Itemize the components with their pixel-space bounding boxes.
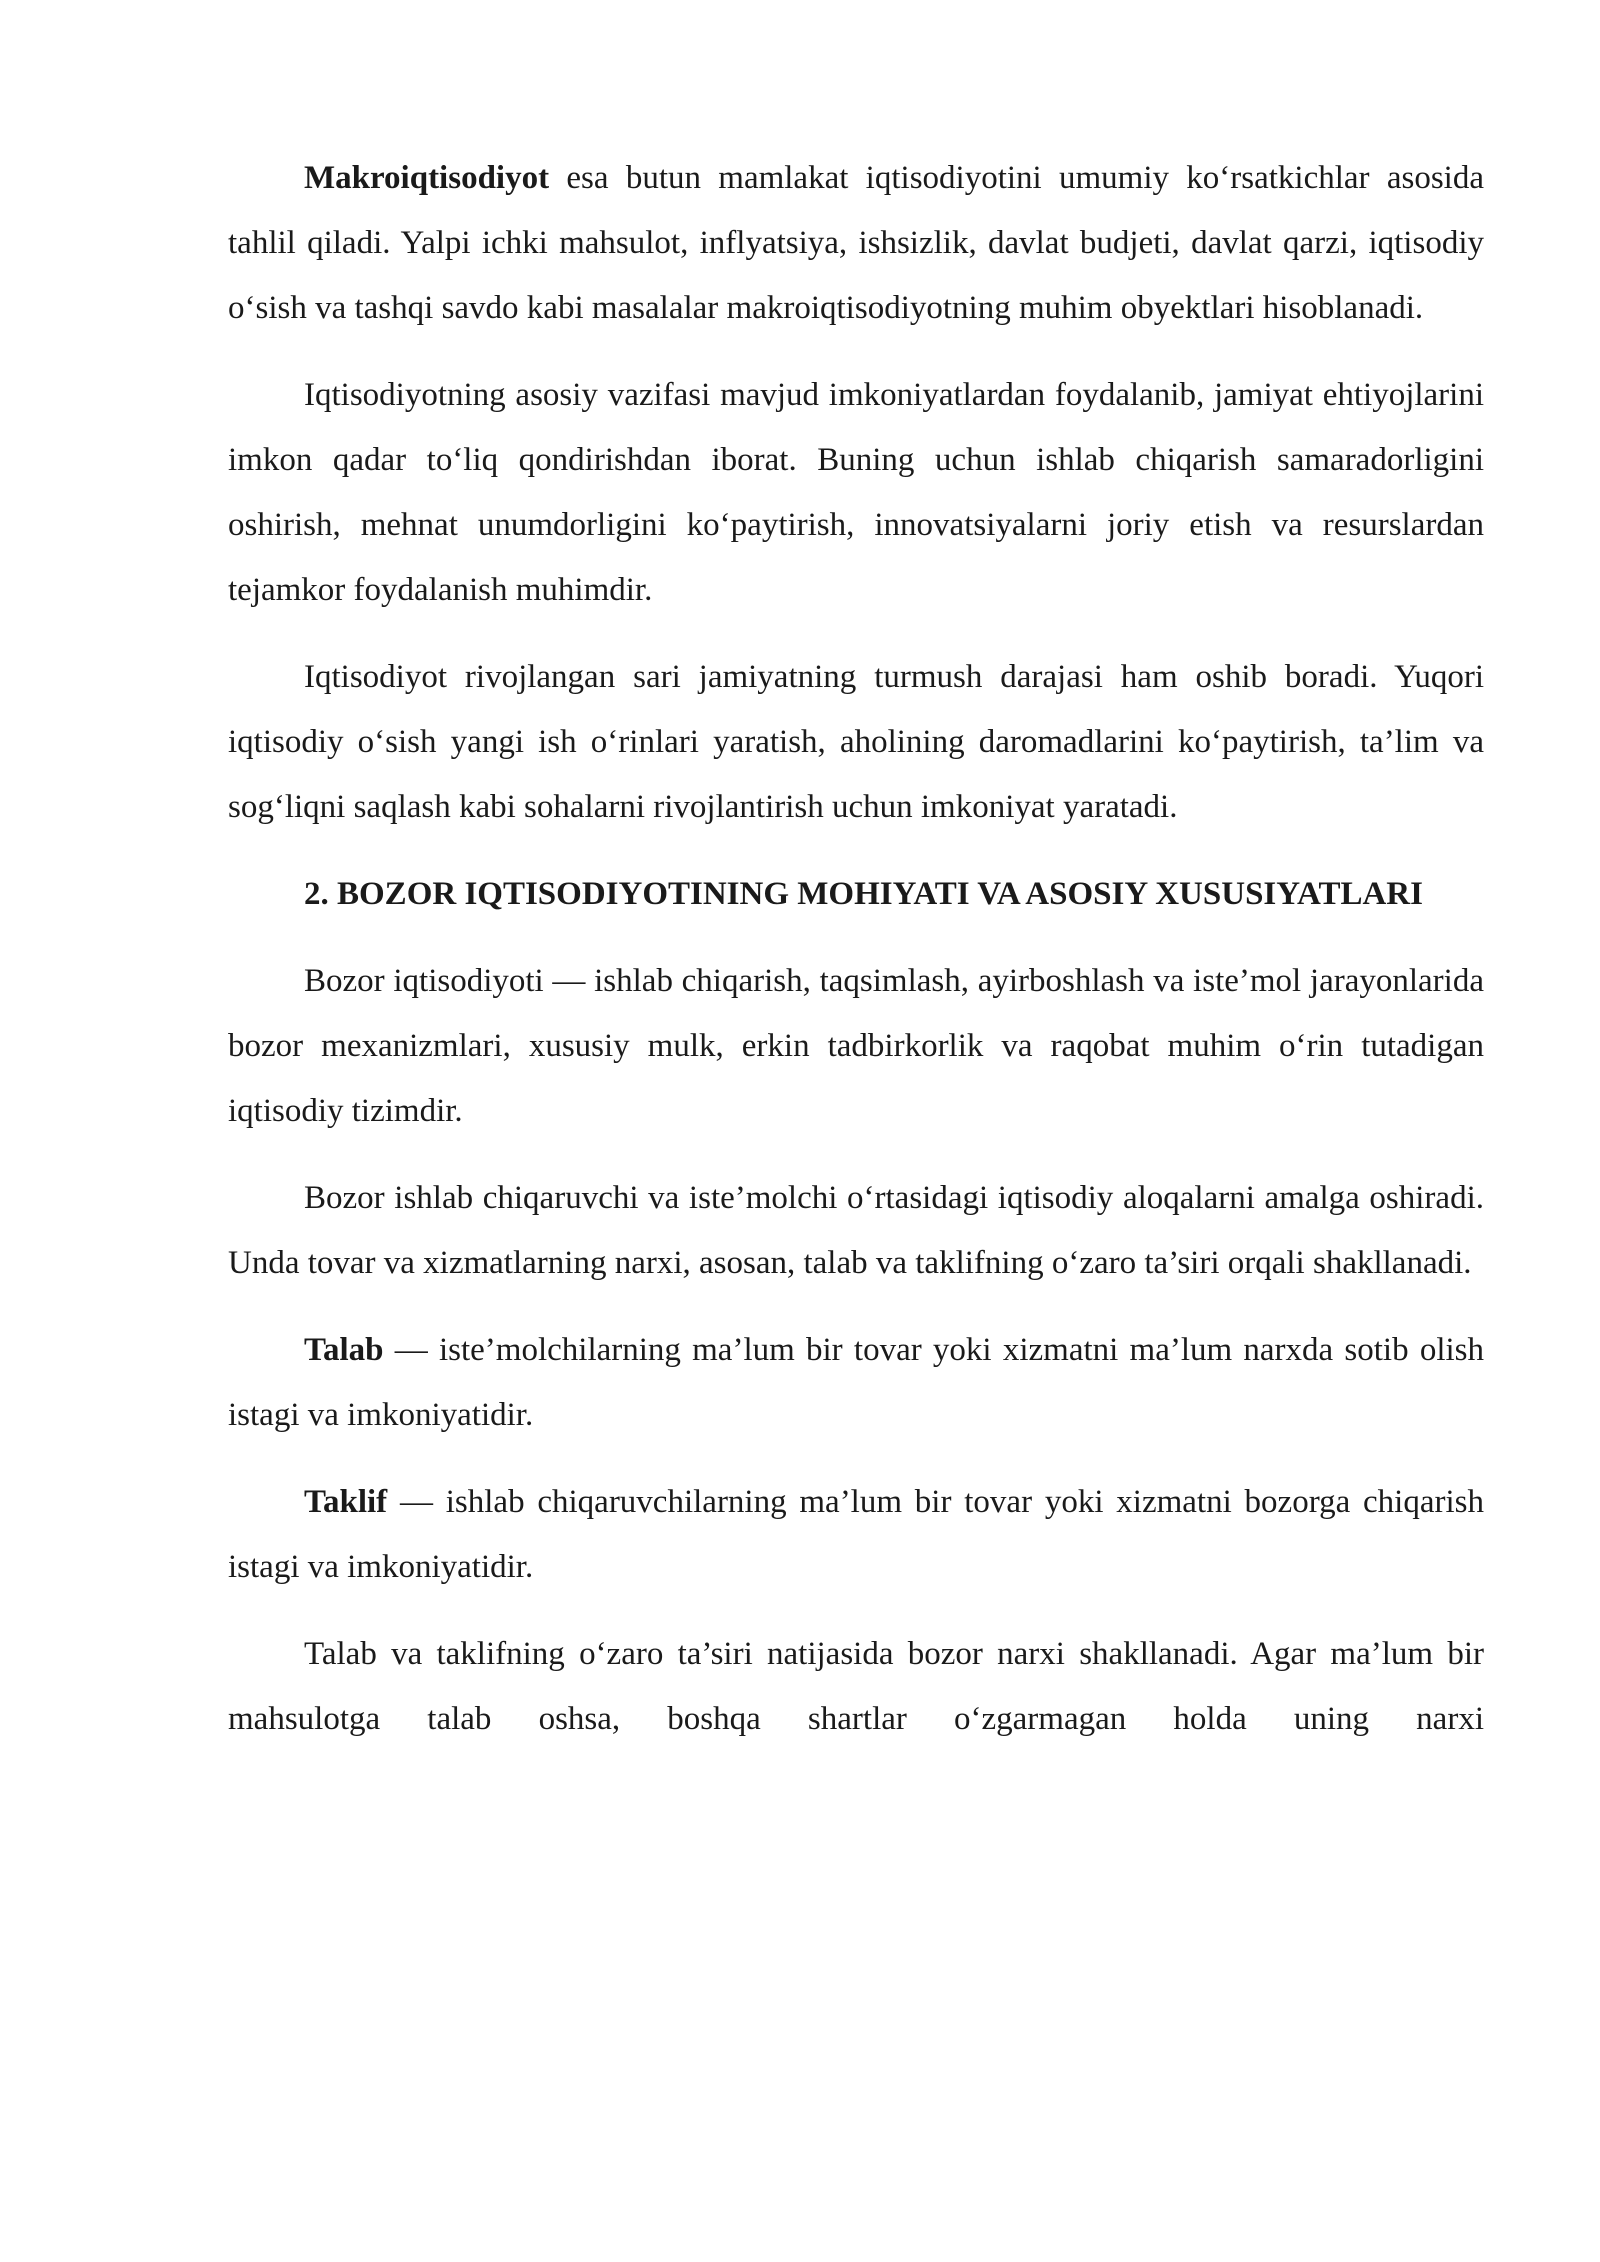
paragraph-text: Bozor ishlab chiqaruvchi va iste’molchi o‘rtasidagi iqtisodiy aloqalarni amalga oshiradi. Unda tovar va xizmatlarning narxi, asosan, talab va taklifning o‘zaro ta’siri orqali shakllanadi. [228, 1180, 1484, 1281]
paragraph-text: — iste’molchilarning ma’lum bir tovar yoki xizmatni ma’lum narxda sotib olish istagi va imkoniyatidir. [228, 1332, 1484, 1433]
term-talab: Talab [304, 1332, 384, 1368]
paragraph-text: Talab va taklifning o‘zaro ta’siri natijasida bozor narxi shakllanadi. Agar ma’lum bir mahsulotga talab oshsa, boshqa shartlar o‘zgarmagan holda uning narxi [228, 1636, 1484, 1737]
term-makroiqtisodiyot: Makroiqtisodiyot [304, 160, 550, 196]
paragraph-text: Bozor iqtisodiyoti — ishlab chiqarish, taqsimlash, ayirboshlash va iste’mol jarayonlarida bozor mexanizmlari, xususiy mulk, erkin tadbirkorlik va raqobat muhim o‘rin tutadigan iqtisodiy tizimdir. [228, 963, 1484, 1129]
paragraph-text: — ishlab chiqaruvchilarning ma’lum bir tovar yoki xizmatni bozorga chiqarish istagi va imkoniyatidir. [228, 1484, 1484, 1585]
paragraph-bozor-iqtisodiyoti [228, 949, 1484, 1144]
section-heading [228, 862, 1484, 927]
paragraph-talab [228, 1318, 1484, 1448]
paragraph-taklif [228, 1470, 1484, 1600]
paragraph-rivojlanish [228, 645, 1484, 840]
section-heading-text: 2. BOZOR IQTISODIYOTINING MOHIYATI VA ASOSIY XUSUSIYATLARI [304, 876, 1423, 912]
paragraph-makroiqtisodiyot [228, 146, 1484, 341]
paragraph-text: Iqtisodiyotning asosiy vazifasi mavjud imkoniyatlardan foydalanib, jamiyat ehtiyojlarini imkon qadar to‘liq qondirishdan iborat. Buning uchun ishlab chiqarish samaradorligini oshirish, mehnat unumdorligini ko‘paytirish, innovatsiyalarni joriy etish va resurslardan tejamkor foydalanish muhimdir. [228, 377, 1484, 608]
paragraph-bozor-aloqalar [228, 1166, 1484, 1296]
document-page [228, 146, 1484, 1774]
paragraph-asosiy-vazifa [228, 363, 1484, 623]
term-taklif: Taklif [304, 1484, 388, 1520]
paragraph-text: Iqtisodiyot rivojlangan sari jamiyatning turmush darajasi ham oshib boradi. Yuqori iqtisodiy o‘sish yangi ish o‘rinlari yaratish, aholining daromadlarini ko‘paytirish, ta’lim va sog‘liqni saqlash kabi sohalarni rivojlantirish uchun imkoniyat yaratadi. [228, 659, 1484, 825]
paragraph-text: esa butun mamlakat iqtisodiyotini umumiy ko‘rsatkichlar asosida tahlil qiladi. Yalpi ichki mahsulot, inflyatsiya, ishsizlik, davlat budjeti, davlat qarzi, iqtisodiy o‘sish va tashqi savdo kabi masalalar makroiqtisodiyotning muhim obyektlari hisoblanadi. [228, 160, 1484, 326]
paragraph-bozor-narxi [228, 1622, 1484, 1752]
